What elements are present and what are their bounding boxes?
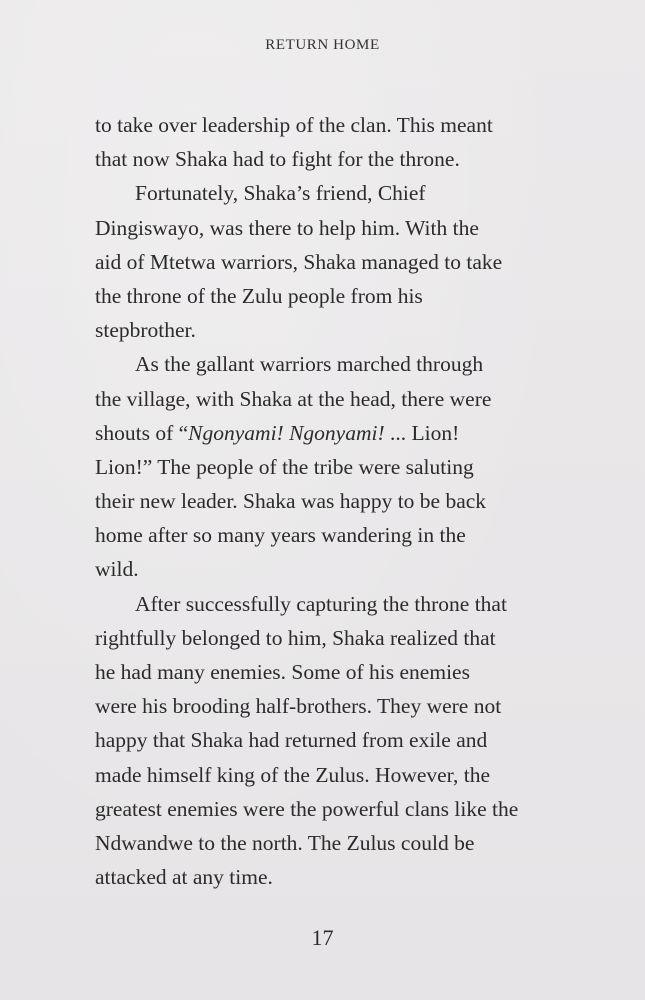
body-text [95,108,595,894]
text-line: Fortunately, Shaka’s friend, Chief [135,181,426,206]
text-line: were his brooding half-brothers. They were not [95,694,502,719]
text-line: aid of Mtetwa warriors, Shaka managed to take [95,249,503,274]
text-line: After successfully capturing the throne that [135,591,507,616]
text-line: As the gallant warriors marched through [135,352,484,377]
text-line: he had many enemies. Some of his enemies [95,660,470,684]
text-line: wild. [95,557,139,582]
text-line: home after so many years wandering in the [95,523,466,548]
text-line: happy that Shaka had returned from exile and [95,728,488,753]
text-line: that now Shaka had to fight for the throne. [95,147,460,172]
text-line: made himself king of the Zulus. However, the [95,762,490,787]
text-line [95,416,595,450]
text-line: rightfully belonged to him, Shaka realized that [95,625,496,650]
text-line-suffix: ... Lion! [384,420,460,445]
text-line: Ndwandwe to the north. The Zulus could be [95,830,475,855]
page-number: 17 [311,925,334,950]
text-line: the throne of the Zulu people from his [95,283,423,308]
text-line-prefix: shouts of “ [95,420,189,445]
text-line: Dingiswayo, was there to help him. With the [95,215,479,240]
text-line: their new leader. Shaka was happy to be back [95,489,487,514]
text-line: attacked at any time. [95,865,273,890]
text-line: the village, with Shaka at the head, there were [95,386,492,411]
text-line: stepbrother. [95,318,196,343]
text-line: Lion!” The people of the tribe were saluting [95,454,474,479]
text-line: to take over leadership of the clan. This meant [95,113,493,137]
text-line-italic: Ngonyami! Ngonyami! [188,420,385,445]
text-line: greatest enemies were the powerful clans like the [95,796,519,821]
running-head: RETURN HOME [265,37,380,53]
